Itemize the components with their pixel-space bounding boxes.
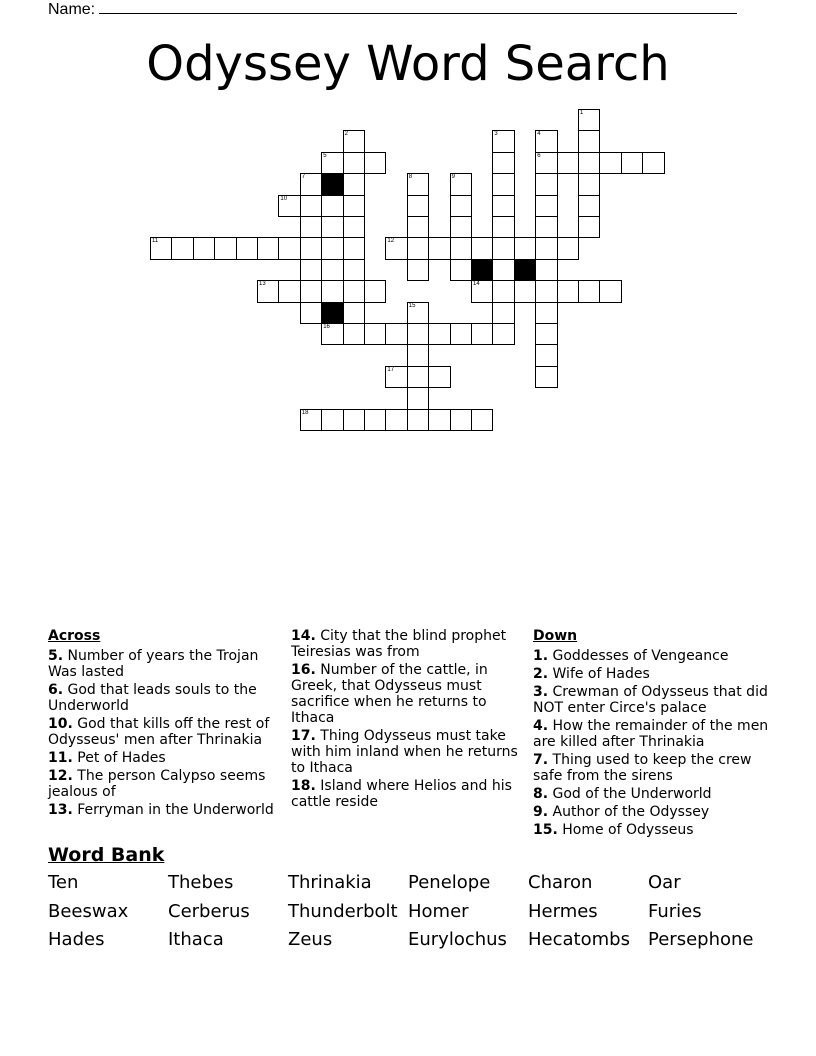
crossword-cell[interactable] [471, 323, 493, 345]
clue [533, 752, 769, 784]
word-bank-item: Furies [648, 900, 702, 922]
clue [291, 778, 527, 810]
crossword-cell[interactable] [278, 280, 300, 302]
black-square [321, 302, 343, 324]
down-heading: Down [533, 628, 578, 644]
crossword-cell[interactable] [492, 323, 514, 345]
crossword-cell[interactable] [343, 195, 365, 217]
clue-text: City that the blind prophet Teiresias was from [291, 628, 507, 660]
clue-number: 6 [537, 152, 541, 159]
clue-text: Goddesses of Vengeance [552, 648, 729, 664]
clue-number-label: 6. [48, 682, 64, 698]
crossword-cell[interactable] [150, 237, 172, 259]
crossword-cell[interactable] [450, 216, 472, 238]
clue-number-label: 17. [291, 728, 316, 744]
black-square [514, 259, 536, 281]
clue [533, 718, 769, 750]
crossword-cell[interactable] [343, 302, 365, 324]
crossword-cell[interactable] [599, 152, 621, 174]
word-bank-item: Oar [648, 872, 681, 893]
clue-number: 13 [259, 281, 266, 288]
crossword-cell[interactable] [535, 130, 557, 152]
crossword-cell[interactable] [193, 237, 215, 259]
crossword-cell[interactable] [300, 173, 322, 195]
crossword-cell[interactable] [450, 259, 472, 281]
word-bank [48, 872, 768, 952]
clue-number: 2 [344, 131, 348, 138]
crossword-cell[interactable] [492, 302, 514, 324]
crossword-cell[interactable] [471, 280, 493, 302]
crossword-cell[interactable] [535, 195, 557, 217]
crossword-cell[interactable] [492, 195, 514, 217]
crossword-cell[interactable] [407, 344, 429, 366]
crossword-cell[interactable] [535, 173, 557, 195]
crossword-cell[interactable] [385, 366, 407, 388]
clue [48, 802, 284, 818]
clue-text: Number of the cattle, in Greek, that Odysseus must sacrifice when he returns to Ithaca [291, 662, 488, 726]
word-bank-item: Zeus [288, 929, 333, 950]
clue-number: 18 [301, 409, 309, 416]
crossword-cell[interactable] [407, 173, 429, 195]
crossword-cell[interactable] [214, 237, 236, 259]
crossword-cell[interactable] [450, 409, 472, 431]
crossword-cell[interactable] [343, 237, 365, 259]
crossword-cell[interactable] [321, 259, 343, 281]
crossword-cell[interactable] [599, 280, 621, 302]
clue-number-label: 18. [291, 778, 316, 794]
clue-number: 16 [323, 324, 330, 330]
crossword-cell[interactable] [492, 152, 514, 174]
clue-number: 1 [580, 110, 584, 116]
crossword-cell[interactable] [578, 152, 600, 174]
clue-number-label: 5. [48, 648, 64, 664]
crossword-cell[interactable] [535, 280, 557, 302]
crossword-cell[interactable] [557, 280, 579, 302]
crossword-cell[interactable] [514, 280, 536, 302]
crossword-cell[interactable] [407, 409, 429, 431]
word-bank-item: Thebes [168, 872, 234, 893]
crossword-cell[interactable] [621, 152, 643, 174]
crossword-cell[interactable] [407, 237, 429, 259]
crossword-cell[interactable] [236, 237, 258, 259]
clue-number-label: 15. [533, 822, 558, 838]
clue [291, 628, 527, 660]
crossword-cell[interactable] [407, 302, 429, 324]
word-bank-item: Penelope [408, 872, 491, 893]
across-heading: Across [48, 628, 101, 644]
crossword-cell[interactable] [343, 130, 365, 152]
clue-text: God of the Underworld [552, 786, 712, 802]
crossword-cell[interactable] [343, 152, 365, 174]
word-bank-item: Homer [408, 900, 469, 922]
crossword-cell[interactable] [557, 237, 579, 259]
clue-number: 11 [152, 238, 159, 245]
page-title: Odyssey Word Search [146, 36, 670, 92]
clue-number-label: 9. [533, 804, 549, 820]
down-clues-column [533, 628, 769, 840]
clue-number: 12 [387, 238, 395, 245]
crossword-cell[interactable] [492, 173, 514, 195]
clue-number: 5 [323, 152, 327, 159]
crossword-cell[interactable] [535, 323, 557, 345]
clue-number: 8 [408, 174, 413, 181]
clue-text: The person Calypso seems jealous of [48, 768, 266, 800]
crossword-cell[interactable] [407, 366, 429, 388]
word-bank-item: Beeswax [48, 900, 129, 922]
crossword-cell[interactable] [578, 173, 600, 195]
word-bank-item: Thunderbolt [288, 900, 398, 922]
crossword-cell[interactable] [300, 259, 322, 281]
clue-text: Author of the Odyssey [552, 804, 710, 820]
clue-text: Crewman of Odysseus that did NOT enter Circe's palace [533, 684, 768, 716]
crossword-cell[interactable] [321, 409, 343, 431]
clue-number-label: 13. [48, 802, 73, 818]
clue-text: Number of years the Trojan Was lasted [48, 648, 259, 680]
black-square [321, 173, 343, 195]
crossword-cell[interactable] [492, 280, 514, 302]
crossword-cell[interactable] [321, 195, 343, 217]
crossword-cell[interactable] [407, 216, 429, 238]
crossword-cell[interactable] [578, 109, 600, 131]
crossword-cell[interactable] [407, 323, 429, 345]
clue-number: 15 [408, 302, 416, 309]
crossword-cell[interactable] [300, 409, 322, 431]
crossword-cell[interactable] [321, 216, 343, 238]
clue-number-label: 1. [533, 648, 549, 664]
word-bank-item: Hades [48, 929, 105, 950]
crossword-cell[interactable] [300, 280, 322, 302]
clue-number-label: 7. [533, 752, 549, 768]
word-bank-item: Persephone [648, 929, 754, 950]
crossword-cell[interactable] [578, 280, 600, 302]
crossword-cell[interactable] [514, 237, 536, 259]
clue-number-label: 12. [48, 768, 73, 784]
crossword-cell[interactable] [364, 323, 386, 345]
crossword-cell[interactable] [343, 259, 365, 281]
word-bank-item: Ten [48, 872, 79, 893]
crossword-cell[interactable] [278, 237, 300, 259]
crossword-cell[interactable] [535, 344, 557, 366]
crossword-cell[interactable] [450, 323, 472, 345]
clue-text: God that leads souls to the Underworld [48, 682, 257, 714]
crossword-cell[interactable] [492, 259, 514, 281]
crossword-cell[interactable] [385, 323, 407, 345]
clue-text: Home of Odysseus [562, 822, 694, 838]
clue [291, 662, 527, 726]
clue-number: 9 [451, 174, 455, 181]
crossword-cell[interactable] [578, 195, 600, 217]
across-clues-column [48, 628, 284, 820]
crossword-cell[interactable] [364, 280, 386, 302]
clue-number: 10 [280, 195, 288, 202]
clue [291, 728, 527, 776]
crossword-cell[interactable] [257, 237, 279, 259]
crossword-cell[interactable] [578, 216, 600, 238]
word-bank-item: Hermes [528, 900, 598, 922]
crossword-cell[interactable] [578, 130, 600, 152]
crossword-cell[interactable] [364, 409, 386, 431]
word-bank-title: Word Bank [48, 844, 165, 866]
clue-number-label: 2. [533, 666, 549, 682]
clue-text: Island where Helios and his cattle reside [291, 778, 512, 810]
crossword-cell[interactable] [385, 409, 407, 431]
crossword-cell[interactable] [428, 323, 450, 345]
crossword-cell[interactable] [471, 237, 493, 259]
crossword-cell[interactable] [471, 409, 493, 431]
word-bank-item: Charon [528, 872, 593, 893]
crossword-cell[interactable] [450, 237, 472, 259]
crossword-cell[interactable] [343, 216, 365, 238]
crossword-cell[interactable] [428, 366, 450, 388]
clue-number: 14 [473, 281, 480, 288]
crossword-cell[interactable] [300, 302, 322, 324]
clue [533, 648, 769, 664]
clue-number-label: 11. [48, 750, 73, 766]
crossword-grid [0, 0, 816, 440]
crossword-cell[interactable] [343, 409, 365, 431]
crossword-cell[interactable] [278, 195, 300, 217]
clue-text: Ferryman in the Underworld [77, 802, 274, 818]
crossword-cell[interactable] [492, 216, 514, 238]
crossword-cell[interactable] [450, 195, 472, 217]
word-bank-item: Eurylochus [408, 929, 507, 950]
clue-number-label: 3. [533, 684, 549, 700]
clue-number: 17 [387, 366, 395, 373]
crossword-cell[interactable] [321, 280, 343, 302]
crossword-cell[interactable] [642, 152, 664, 174]
crossword-cell[interactable] [171, 237, 193, 259]
clue-text: God that kills off the rest of Odysseus' men after Thrinakia [48, 716, 270, 748]
clue-number-label: 16. [291, 662, 316, 678]
across-clues-column-2 [291, 628, 527, 812]
clue [533, 666, 769, 682]
word-bank-item: Thrinakia [288, 872, 372, 893]
crossword-cell[interactable] [300, 216, 322, 238]
clue-text: Wife of Hades [552, 666, 650, 682]
crossword-cell[interactable] [428, 237, 450, 259]
clue-text: Pet of Hades [77, 750, 166, 766]
clue-number-label: 8. [533, 786, 549, 802]
black-square [471, 259, 493, 281]
crossword-cell[interactable] [535, 302, 557, 324]
crossword-cell[interactable] [535, 366, 557, 388]
word-bank-item: Cerberus [168, 900, 250, 922]
crossword-cell[interactable] [300, 195, 322, 217]
crossword-cell[interactable] [407, 259, 429, 281]
clue-number-label: 4. [533, 718, 549, 734]
word-bank-item: Hecatombs [528, 929, 630, 950]
clue [533, 822, 769, 838]
clue-number: 7 [301, 174, 306, 181]
clue-number-label: 14. [291, 628, 316, 644]
crossword-cell[interactable] [321, 237, 343, 259]
name-label: Name: [48, 1, 96, 18]
clue [533, 684, 769, 716]
crossword-cell[interactable] [257, 280, 279, 302]
crossword-cell[interactable] [300, 237, 322, 259]
clue [533, 804, 769, 820]
crossword-cell[interactable] [535, 216, 557, 238]
crossword-cell[interactable] [321, 323, 343, 345]
clue [48, 750, 284, 766]
crossword-cell[interactable] [343, 280, 365, 302]
clue [533, 786, 769, 802]
crossword-cell[interactable] [535, 237, 557, 259]
crossword-cell[interactable] [364, 152, 386, 174]
clue-number-label: 10. [48, 716, 73, 732]
clue-text: Thing Odysseus must take with him inland when he returns to Ithaca [291, 728, 518, 776]
crossword-cell[interactable] [343, 173, 365, 195]
crossword-cell[interactable] [321, 152, 343, 174]
crossword-cell[interactable] [407, 195, 429, 217]
crossword-cell[interactable] [557, 152, 579, 174]
clue-text: Thing used to keep the crew safe from the sirens [533, 752, 752, 784]
crossword-cell[interactable] [492, 130, 514, 152]
crossword-cell[interactable] [492, 237, 514, 259]
crossword-cell[interactable] [343, 323, 365, 345]
clue-number: 3 [494, 131, 498, 138]
clue [48, 716, 284, 748]
crossword-cell[interactable] [535, 152, 557, 174]
clue-text: How the remainder of the men are killed after Thrinakia [533, 718, 769, 750]
crossword-cell[interactable] [535, 259, 557, 281]
crossword-cell[interactable] [450, 173, 472, 195]
word-bank-item: Ithaca [168, 929, 224, 950]
crossword-cell[interactable] [385, 237, 407, 259]
clue [48, 682, 284, 714]
clue [48, 648, 284, 680]
clue [48, 768, 284, 800]
crossword-cell[interactable] [407, 387, 429, 409]
clue-number: 4 [537, 131, 541, 138]
crossword-cell[interactable] [428, 409, 450, 431]
